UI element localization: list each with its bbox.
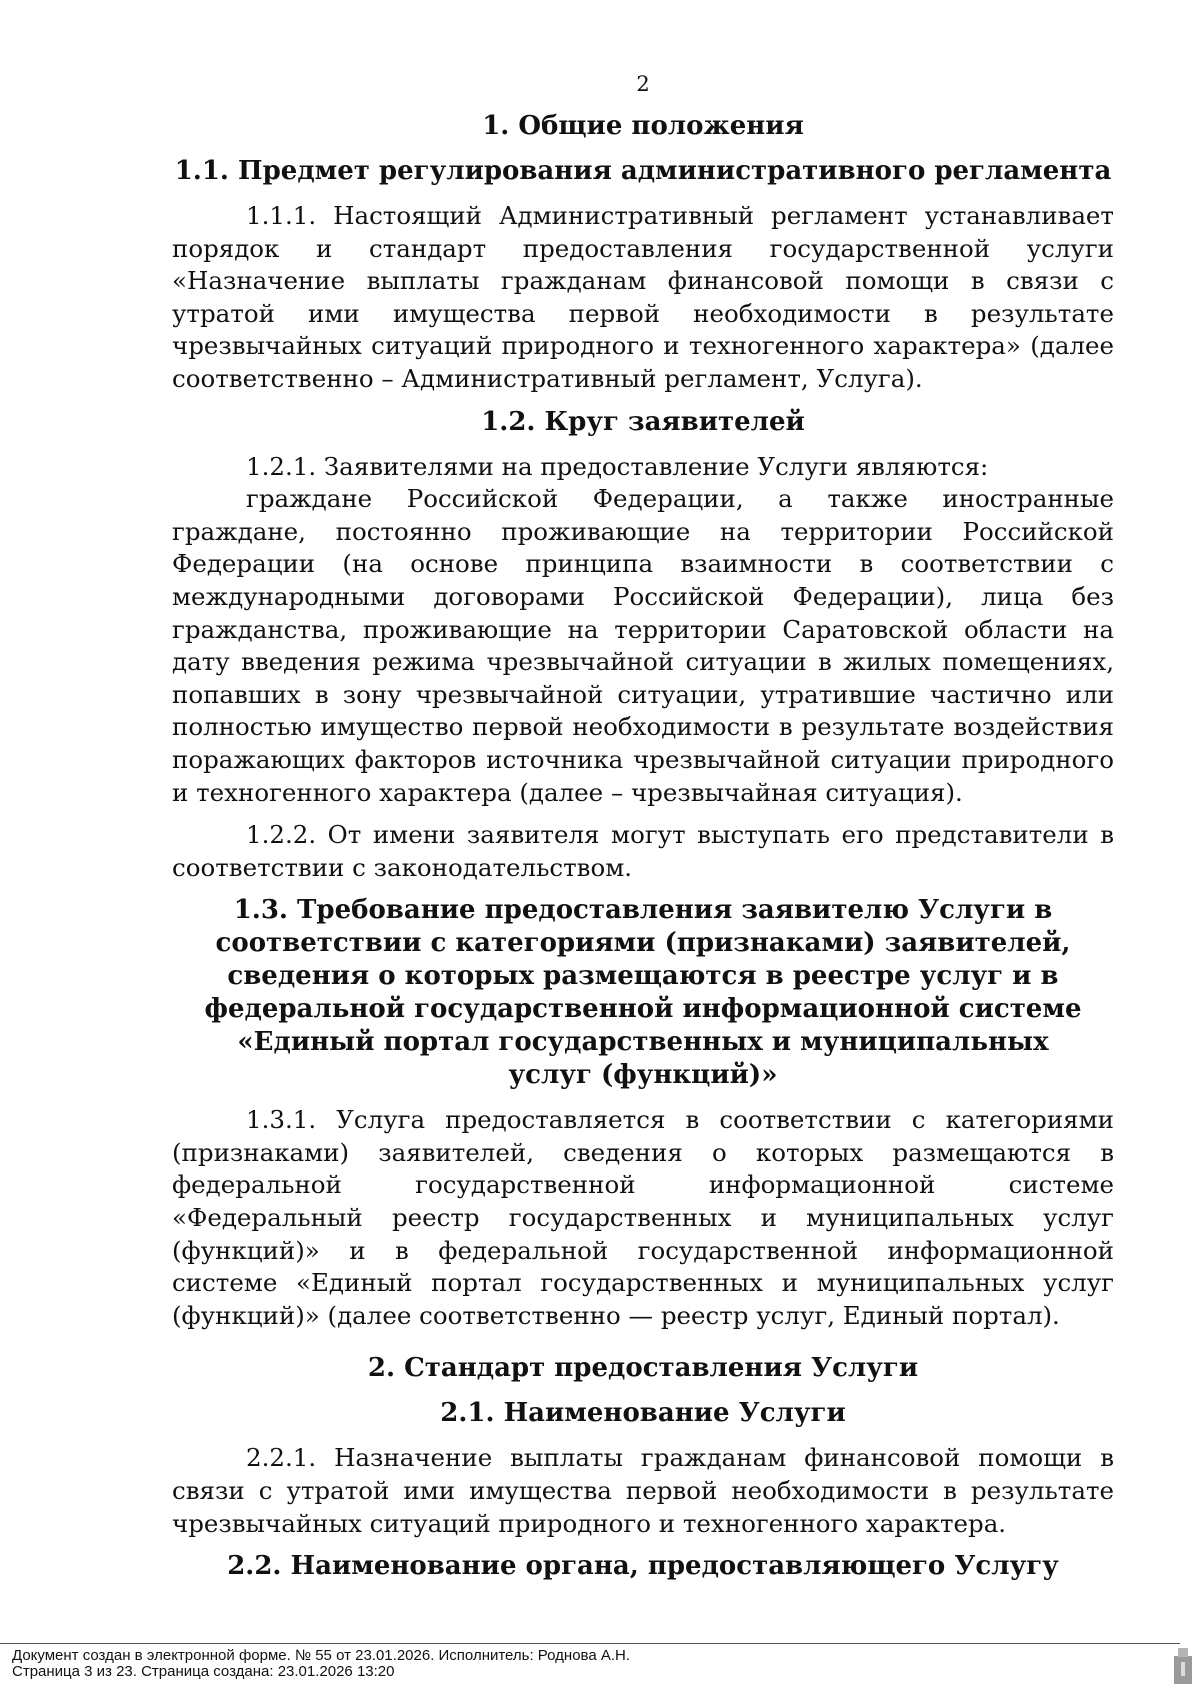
section-1-title: 1. Общие положения bbox=[482, 111, 804, 141]
footer-line-2: Страница 3 из 23. Страница создана: 23.01.2026 13:20 bbox=[12, 1663, 395, 1680]
paragraph-1-2-1-applicants: граждане Российской Федерации, а также иностранные граждане, постоянно проживающие на территории Российской Федерации (на основе принципа взаимности в соответствии с международными договорами Российской Федерации), лица без гражданства, проживающие на территории Саратовской области на дату введения режима чрезвычайной ситуации в жилых помещениях, попавших в зону чрезвычайной ситуации, утратившие частично или полностью имущество первой необходимости в результате воздействия поражающих факторов источника чрезвычайной ситуации природного и техногенного характера (далее – чрезвычайная ситуация). bbox=[172, 484, 1114, 807]
section-2-title: 2. Стандарт предоставления Услуги bbox=[367, 1353, 919, 1384]
paragraph-2-2-1: 2.2.1. Назначение выплаты гражданам финансовой помощи в связи с утратой ими имущества первой необходимости в результате чрезвычайных ситуаций природного и техногенного характера. bbox=[172, 1443, 1114, 1538]
document-footer bbox=[12, 1648, 1172, 1680]
paragraph-1-1-1: 1.1.1. Настоящий Административный регламент устанавливает порядок и стандарт предоставления государственной услуги «Назначение выплаты гражданам финансовой помощи в связи с утратой ими имущества первой необходимости в результате чрезвычайных ситуаций природного и техногенного характера» (далее соответственно – Административный регламент, Услуга). bbox=[172, 201, 1114, 393]
section-2-1-title: 2.1. Наименование Услуги bbox=[440, 1398, 846, 1429]
page-number: 2 bbox=[636, 72, 650, 96]
footer-line-1: Документ создан в электронной форме. № 55 от 23.01.2026. Исполнитель: Роднова А.Н. bbox=[12, 1647, 631, 1664]
section-2-2-title: 2.2. Наименование органа, предоставляющего Услугу bbox=[227, 1551, 1059, 1582]
emblem-icon bbox=[1172, 1646, 1194, 1686]
footer-divider bbox=[0, 1643, 1180, 1644]
section-1-3-title: 1.3. Требование предоставления заявителю Услуги в соответствии с категориями (признаками) заявителей, сведения о которых размещаются в реестре услуг и в федеральной государственной информационной системе «Единый портал государственных и муниципальных услуг (функций)» bbox=[204, 895, 1082, 1091]
section-1-2-title: 1.2. Круг заявителей bbox=[481, 406, 805, 437]
paragraph-1-2-2: 1.2.2. От имени заявителя могут выступать его представители в соответствии с законодательством. bbox=[172, 820, 1114, 882]
page-content bbox=[172, 72, 1114, 1595]
paragraph-1-2-1: 1.2.1. Заявителями на предоставление Услуги являются: bbox=[246, 451, 989, 481]
section-1-1-title: 1.1. Предмет регулирования административного регламента bbox=[174, 156, 1112, 186]
paragraph-1-3-1: 1.3.1. Услуга предоставляется в соответствии с категориями (признаками) заявителей, сведения о которых размещаются в федеральной государственной информационной системе «Федеральный реестр государственных и муниципальных услуг (функций)» и в федеральной государственной информационной системе «Единый портал государственных и муниципальных услуг (функций)» (далее соответственно — реестр услуг, Единый портал). bbox=[172, 1105, 1114, 1330]
